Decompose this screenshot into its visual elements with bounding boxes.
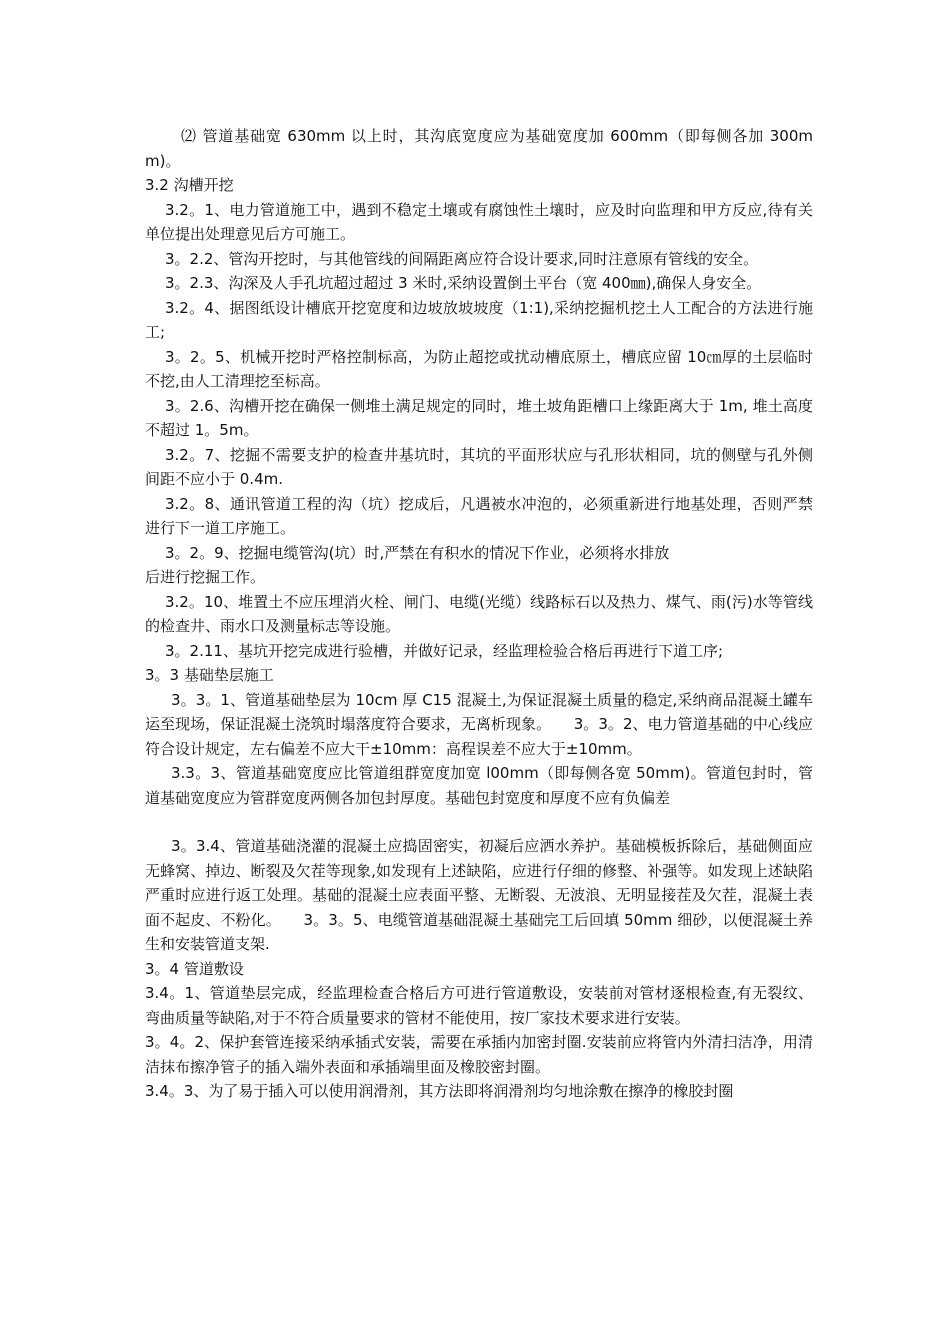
paragraph-3-2-2: 3。2.2、管沟开挖时，与其他管线的间隔距离应符合设计要求,同时注意原有管线的安全。 bbox=[165, 249, 759, 268]
section-heading-3-3: 3。3 基础垫层施工 bbox=[145, 666, 274, 684]
paragraph-3-2-11: 3。2.11、基坑开挖完成进行验槽，并做好记录，经监理检验合格后再进行下道工序; bbox=[165, 641, 723, 660]
paragraph-3-3-1: 3。3。1、管道基础垫层为 10cm 厚 C15 混凝土,为保证混凝土质量的稳定,采纳商品混凝土罐车运至现场，保证混凝土浇筑时塌落度符合要求，无离析现象。 3。3。2、电力管道基础的中心线应符合设计规定，左右偏差不应大干±10mm：高程误差不应大于±10mm。 bbox=[145, 690, 813, 758]
paragraph-3-3-3: 3.3。3、管道基础宽度应比管道组群宽度加宽 l00mm（即每侧各宽 50mm)。管道包封时，管道基础宽度应为管群宽度两侧各加包封厚度。基础包封宽度和厚度不应有负偏差 bbox=[145, 764, 813, 807]
paragraph-3-2-6: 3。2.6、沟槽开挖在确保一侧堆土满足规定的同时，堆土坡角距槽口上缘距离大于 1m, 堆土高度不超过 1。5m。 bbox=[145, 396, 813, 439]
paragraph-3-2-4: 3.2。4、据图纸设计槽底开挖宽度和边坡放坡坡度（1:1),采纳挖掘机挖土人工配合的方法进行施工; bbox=[145, 298, 813, 341]
paragraph-3-2-9-line2: 后进行挖掘工作。 bbox=[145, 568, 266, 586]
paragraph-3-2-1: 3.2。1、电力管道施工中，遇到不稳定土壤或有腐蚀性土壤时，应及时向监理和甲方反应,待有关单位提出处理意见后方可施工。 bbox=[145, 200, 813, 243]
paragraph-3-4-1: 3.4。1、管道垫层完成，经监理检查合格后方可进行管道敷设，安装前对管材逐根检查,有无裂纹、弯曲质量等缺陷,对于不符合质量要求的管材不能使用，按厂家技术要求进行安装。 bbox=[145, 984, 813, 1027]
paragraph-base-width: ⑵ 管道基础宽 630mm 以上时，其沟底宽度应为基础宽度加 600mm（即每侧各加 300mm)。 bbox=[145, 127, 813, 170]
paragraph-3-2-10: 3.2。10、堆置土不应压埋消火栓、闸门、电缆(光缆）线路标石以及热力、煤气、雨(污)水等管线的检查井、雨水口及测量标志等设施。 bbox=[145, 592, 813, 635]
section-heading-3-4: 3。4 管道敷设 bbox=[145, 959, 244, 978]
paragraph-3-2-5: 3。2。5、机械开挖时严格控制标高，为防止超挖或扰动槽底原土，槽底应留 10㎝厚的土层临时不挖,由人工清理挖至标高。 bbox=[145, 347, 813, 390]
section-heading-3-2: 3.2 沟槽开挖 bbox=[145, 176, 234, 194]
paragraph-3-2-8: 3.2。8、通讯管道工程的沟（坑）挖成后，凡遇被水冲泡的，必须重新进行地基处理，否则严禁进行下一道工序施工。 bbox=[145, 494, 813, 537]
document-body bbox=[145, 124, 813, 1104]
paragraph-3-2-7: 3.2。7、挖掘不需要支护的检查井基坑时，其坑的平面形状应与孔形状相同，坑的侧壁与孔外侧间距不应小于 0.4m. bbox=[145, 445, 813, 488]
blank-line bbox=[145, 810, 813, 834]
paragraph-3-3-4: 3。3.4、管道基础浇灌的混凝土应捣固密实，初凝后应洒水养护。基础模板拆除后，基础侧面应无蜂窝、掉边、断裂及欠茬等现象,如发现有上述缺陷，应进行仔细的修整、补强等。如发现上述缺陷严重时应进行返工处理。基础的混凝土应表面平整、无断裂、无波浪、无明显接茬及欠茬，混凝土表面不起皮、不粉化。 3。3。5、电缆管道基础混凝土基础完工后回填 50mm 细砂，以便混凝土养生和安装管道支架. bbox=[145, 837, 813, 953]
paragraph-3-4-3: 3.4。3、为了易于插入可以使用润滑剂，其方法即将润滑剂均匀地涂敷在擦净的橡胶封圈 bbox=[145, 1082, 734, 1100]
paragraph-3-2-9-line1: 3。2。9、挖掘电缆管沟(坑）时,严禁在有积水的情况下作业，必须将水排放 bbox=[165, 543, 670, 562]
paragraph-3-2-3: 3。2.3、沟深及人手孔坑超过超过 3 米时,采纳设置倒土平台（宽 400㎜),确保人身安全。 bbox=[165, 274, 762, 292]
paragraph-3-4-2: 3。4。2、保护套管连接采纳承插式安装，需要在承插内加密封圈.安装前应将管内外清扫洁净，用清洁抹布擦净管子的插入端外表面和承插端里面及橡胶密封圈。 bbox=[145, 1033, 813, 1076]
